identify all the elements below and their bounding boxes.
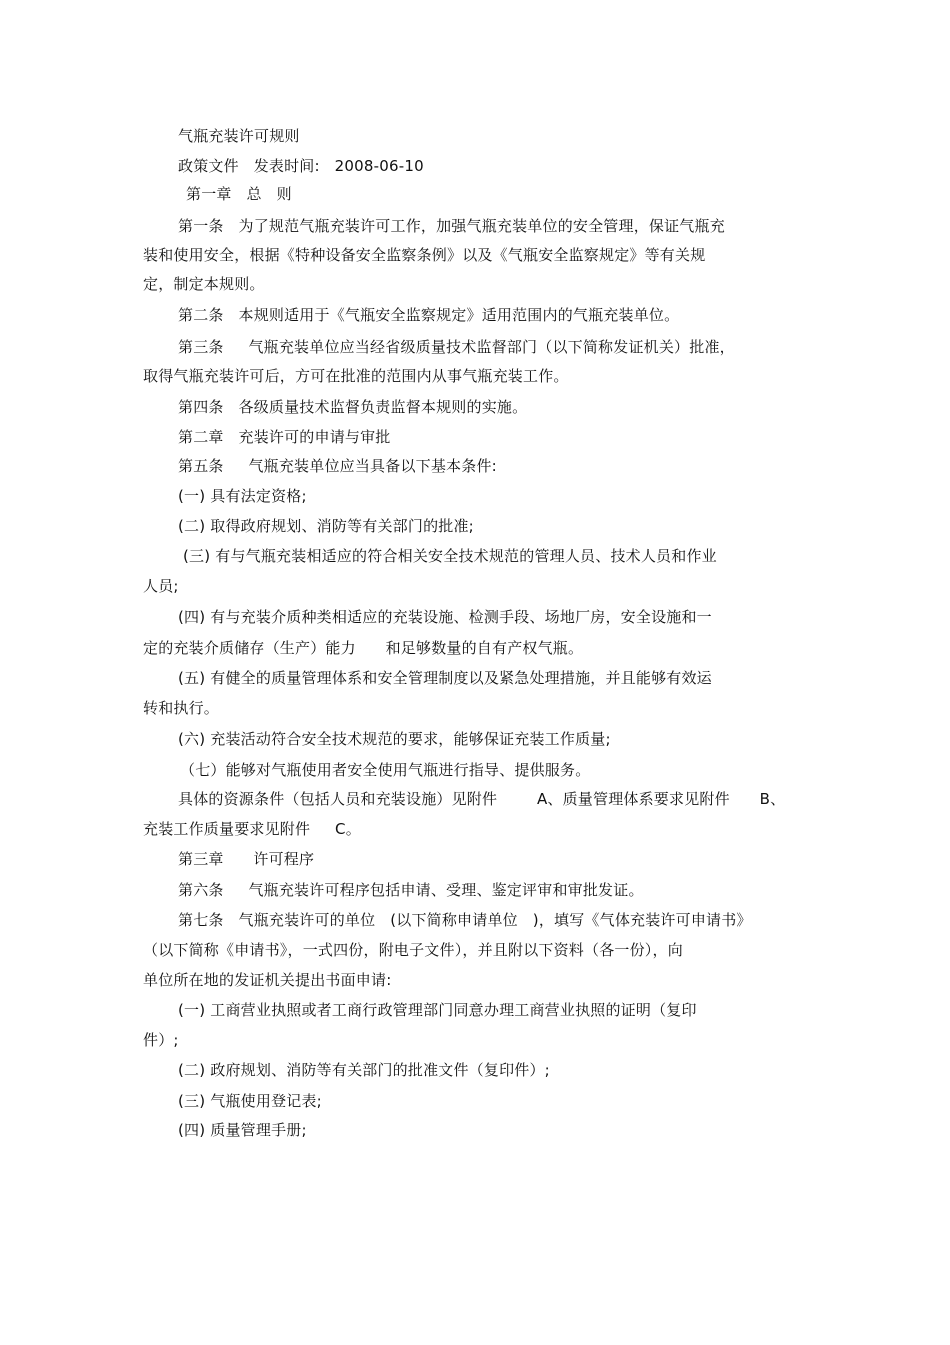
text-line: 取得气瓶充装许可后，方可在批准的范围内从事气瓶充装工作。 — [143, 367, 569, 385]
text-line: （以下简称《申请书》，一式四份，附电子文件），并且附以下资料（各一份），向 — [143, 941, 683, 959]
list-item: (二) 取得政府规划、消防等有关部门的批准; — [178, 517, 474, 535]
list-item: (三) 气瓶使用登记表; — [178, 1092, 322, 1110]
list-item: （七）能够对气瓶使用者安全使用气瓶进行指导、提供服务。 — [180, 761, 591, 779]
list-item: (一) 工商营业执照或者工商行政管理部门同意办理工商营业执照的证明（复印 — [178, 1001, 697, 1019]
list-item: (四) 有与充装介质种类相适应的充装设施、检测手段、场地厂房，安全设施和一 — [178, 608, 712, 626]
text-line: 人员; — [143, 577, 179, 595]
list-item: (一) 具有法定资格; — [178, 487, 307, 505]
list-item: (六) 充装活动符合安全技术规范的要求，能够保证充装工作质量; — [178, 730, 611, 748]
article-line: 第四条 各级质量技术监督负责监督本规则的实施。 — [178, 398, 528, 416]
article-line: 第一条 为了规范气瓶充装许可工作，加强气瓶充装单位的安全管理，保证气瓶充 — [178, 217, 725, 235]
list-item: (三) 有与气瓶充装相适应的符合相关安全技术规范的管理人员、技术人员和作业 — [178, 547, 717, 565]
document-title: 气瓶充装许可规则 — [178, 127, 300, 145]
article-line: 第五条 气瓶充装单位应当具备以下基本条件: — [178, 457, 497, 475]
article-line: 第六条 气瓶充装许可程序包括申请、受理、鉴定评审和审批发证。 — [178, 881, 644, 899]
text-line: 具体的资源条件（包括人员和充装设施）见附件 A、质量管理体系要求见附件 B、 — [178, 790, 786, 808]
chapter-heading: 第三章 许可程序 — [178, 850, 315, 868]
list-item: (二) 政府规划、消防等有关部门的批准文件（复印件）; — [178, 1061, 550, 1079]
document-meta: 政策文件 发表时间: 2008-06-10 — [178, 157, 424, 175]
article-line: 第二条 本规则适用于《气瓶安全监察规定》适用范围内的气瓶充装单位。 — [178, 306, 680, 324]
list-item: (四) 质量管理手册; — [178, 1121, 307, 1139]
text-line: 充装工作质量要求见附件 C。 — [143, 820, 361, 838]
chapter-heading: 第二章 充装许可的申请与审批 — [178, 428, 391, 446]
text-line: 件）; — [143, 1031, 179, 1049]
article-line: 第三条 气瓶充装单位应当经省级质量技术监督部门（以下简称发证机关）批准， — [178, 338, 735, 356]
article-line: 第七条 气瓶充装许可的单位 (以下简称申请单位 )，填写《气体充装许可申请书》 — [178, 911, 752, 929]
list-item: (五) 有健全的质量管理体系和安全管理制度以及紧急处理措施，并且能够有效运 — [178, 669, 712, 687]
text-line: 装和使用安全，根据《特种设备安全监察条例》以及《气瓶安全监察规定》等有关规 — [143, 246, 706, 264]
text-line: 定，制定本规则。 — [143, 275, 265, 293]
text-line: 单位所在地的发证机关提出书面申请: — [143, 971, 392, 989]
text-line: 转和执行。 — [143, 699, 220, 717]
chapter-heading: 第一章 总 则 — [186, 185, 292, 203]
text-line: 定的充装介质储存（生产）能力 和足够数量的自有产权气瓶。 — [143, 639, 584, 657]
